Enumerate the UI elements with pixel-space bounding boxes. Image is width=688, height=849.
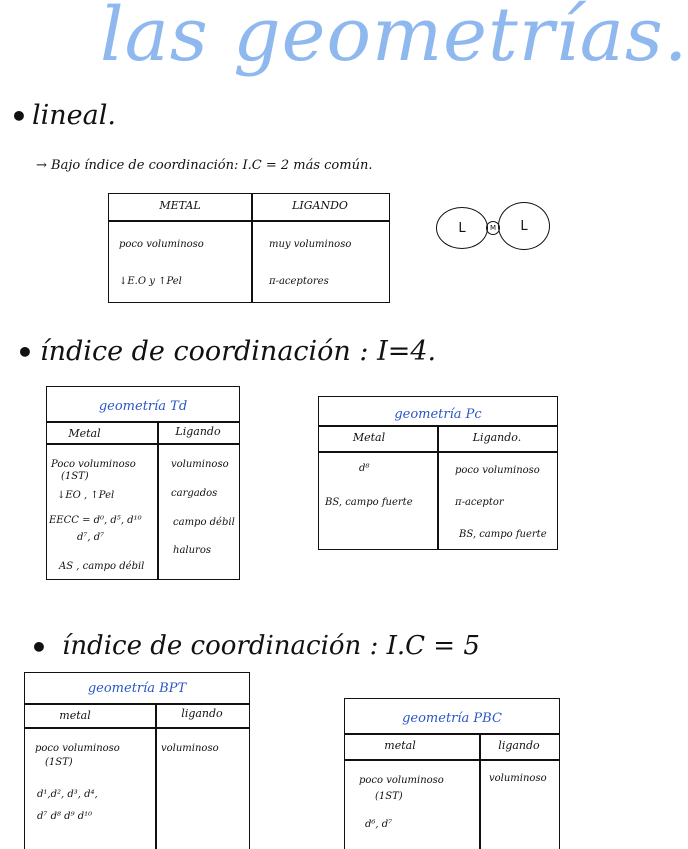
- lineal-header-ligando: LIGANDO: [292, 199, 348, 212]
- pbc-metal-row: (1ST): [375, 791, 403, 802]
- lineal-table: [108, 193, 390, 303]
- pc-ligand-row: BS, campo fuerte: [459, 529, 547, 540]
- td-metal-row: ↓EO , ↑Pel: [57, 490, 115, 501]
- td-ligand-row: campo débil: [173, 517, 235, 528]
- td-title: geometría Td: [98, 399, 188, 414]
- bpt-metal-row: d¹,d², d³, d⁴,: [37, 789, 98, 800]
- bpt-header-metal: metal: [59, 709, 91, 722]
- bpt-ligand-row: voluminoso: [161, 743, 219, 754]
- td-metal-row: d⁷, d⁷: [77, 532, 105, 543]
- td-metal-row: Poco voluminoso: [51, 459, 136, 470]
- td-ligand-row: haluros: [173, 545, 211, 556]
- bullet-marker: •: [16, 336, 34, 369]
- lineal-metal-row: ↓E.O y ↑Pel: [119, 276, 182, 287]
- heading-lineal: lineal.: [32, 100, 116, 131]
- bpt-title: geometría BPT: [87, 681, 187, 696]
- bpt-metal-row: d⁷ d⁸ d⁹ d¹⁰: [37, 811, 93, 822]
- pc-title: geometría Pc: [394, 407, 482, 422]
- metal-circle: M: [486, 221, 500, 235]
- bullet-marker: •: [30, 631, 48, 664]
- lineal-note: → Bajo índice de coordinación: I.C = 2 más común.: [36, 158, 373, 173]
- bpt-header-ligando: ligando: [181, 707, 223, 720]
- pbc-header-metal: metal: [384, 739, 416, 752]
- lineal-header-metal: METAL: [159, 199, 201, 212]
- pbc-table: [344, 698, 560, 849]
- pc-table: [318, 396, 558, 550]
- td-header-metal: Metal: [68, 427, 101, 440]
- lineal-ligand-row: π-aceptores: [269, 276, 329, 287]
- td-metal-row: (1ST): [61, 471, 89, 482]
- td-header-ligando: Ligando: [175, 425, 221, 438]
- td-metal-row: AS , campo débil: [59, 561, 145, 572]
- pbc-title: geometría PBC: [402, 711, 502, 726]
- pbc-ligand-row: voluminoso: [489, 773, 547, 784]
- td-ligand-row: voluminoso: [171, 459, 229, 470]
- lineal-metal-row: poco voluminoso: [119, 239, 204, 250]
- pc-ligand-row: π-aceptor: [455, 497, 504, 508]
- page-title: las geometrías.: [100, 0, 688, 78]
- lineal-ligand-row: muy voluminoso: [269, 239, 352, 250]
- heading-ic5: índice de coordinación : I.C = 5: [62, 631, 480, 661]
- td-metal-row: EECC = d⁰, d⁵, d¹⁰: [49, 515, 142, 526]
- ligand-circle-left: L: [436, 207, 488, 249]
- pc-header-metal: Metal: [352, 431, 386, 444]
- bpt-metal-row: (1ST): [45, 757, 73, 768]
- bpt-table: [24, 672, 250, 849]
- td-ligand-row: cargados: [171, 488, 218, 499]
- bullet-marker: •: [10, 100, 28, 133]
- heading-ic4: índice de coordinación : I=4.: [40, 336, 437, 367]
- pc-ligand-row: poco voluminoso: [455, 465, 540, 476]
- bpt-metal-row: poco voluminoso: [35, 743, 120, 754]
- pc-metal-row: d⁸: [359, 463, 370, 474]
- pbc-metal-row: poco voluminoso: [359, 775, 444, 786]
- pbc-metal-row: d⁶, d⁷: [365, 819, 393, 830]
- pc-header-ligando: Ligando.: [472, 431, 522, 444]
- td-table: [46, 386, 240, 580]
- pc-metal-row: BS, campo fuerte: [325, 497, 413, 508]
- pbc-header-ligando: ligando: [498, 739, 540, 752]
- ligand-circle-right: L: [498, 202, 550, 250]
